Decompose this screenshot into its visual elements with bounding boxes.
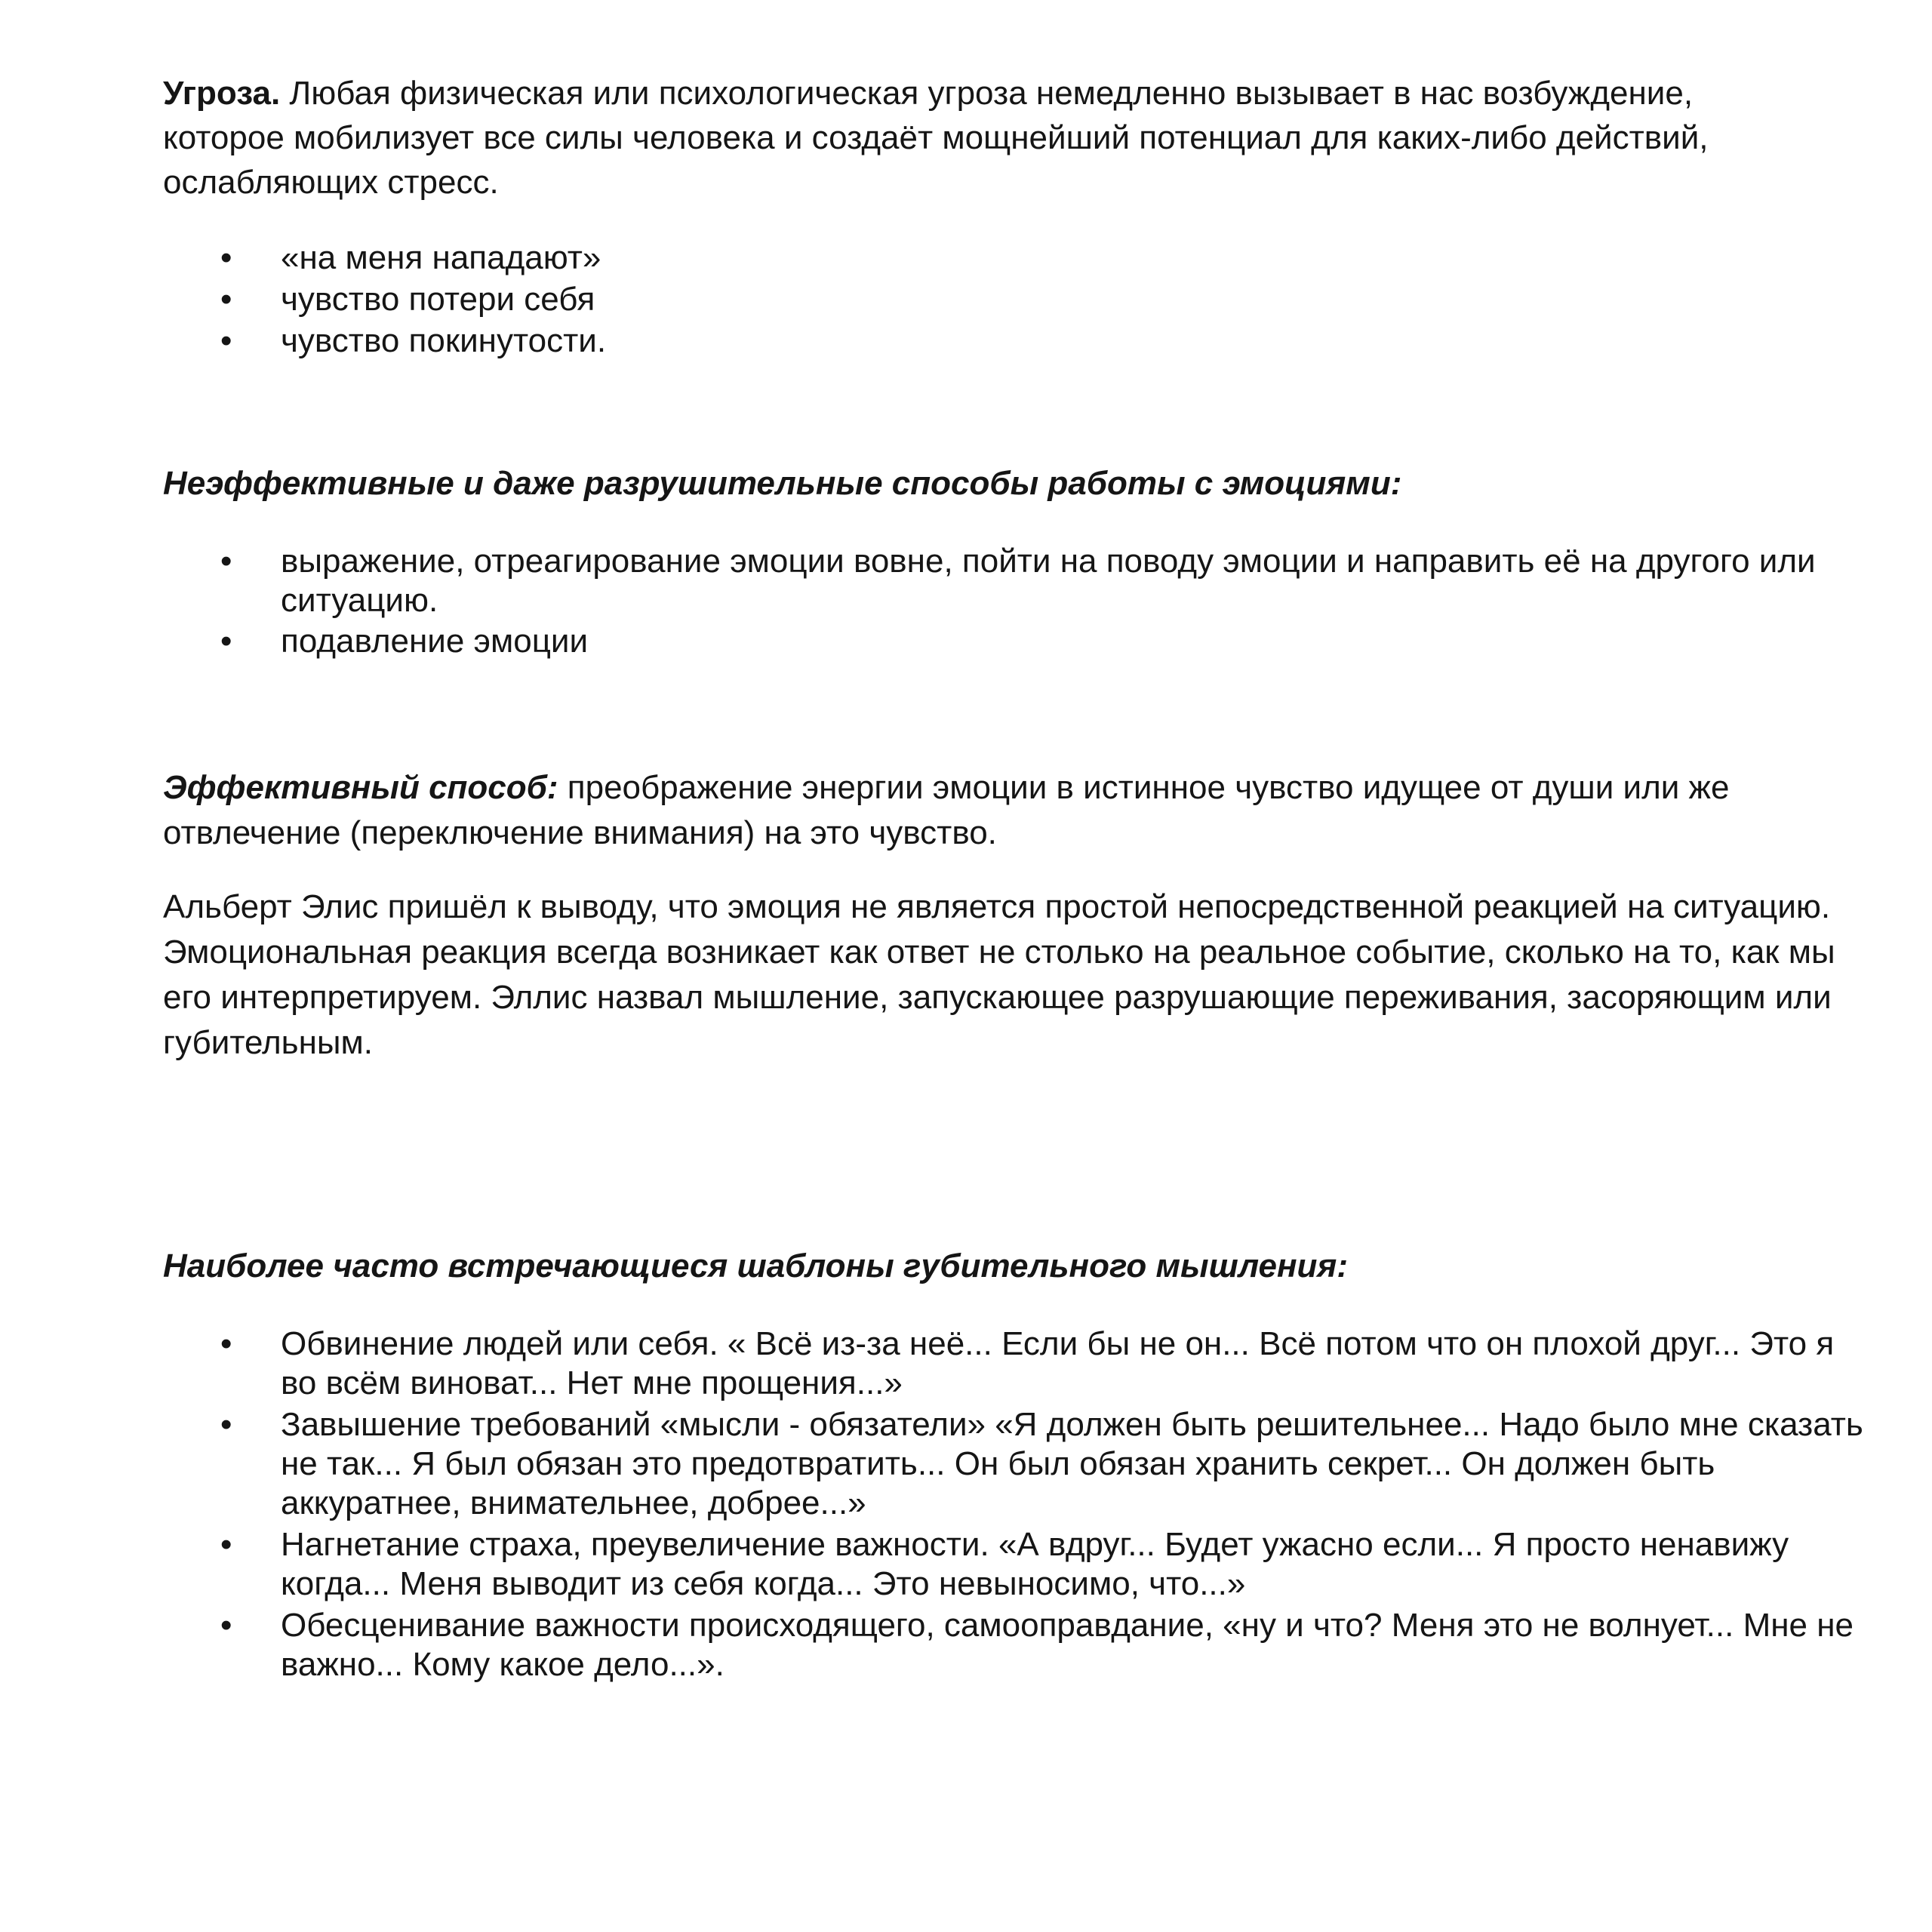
list-item: • Завышение требований «мысли - обязатели» «Я должен быть решительнее... Надо было мне сказать не так... Я был обязан это предотвратить... Он был обязан хранить секрет... Он должен быть аккуратнее, внимательнее, добрее...» [0,1405,1864,1523]
list-item: • чувство потери себя [0,279,1857,320]
threat-text: Любая физическая или психологическая угроза немедленно вызывает в нас возбуждение, которое мобилизует все силы человека и создаёт мощнейший потенциал для каких-либо действий, ослабляющих стресс. [163,75,1709,201]
effective-paragraph [163,765,1823,856]
list-item: • «на меня нападают» [0,238,1857,278]
effective-label: Эффективный способ: [163,769,558,806]
ineffective-list [0,542,1826,661]
patterns-heading: Наиболее часто встречающиеся шаблоны губительного мышления: [163,1247,1348,1284]
threat-paragraph [163,71,1770,205]
list-item: • чувство покинутости. [0,321,1857,361]
list-item: • Нагнетание страха, преувеличение важности. «А вдруг... Будет ужасно если... Я просто ненавижу когда... Меня выводит из себя когда... Это невыносимо, что...» [0,1525,1864,1604]
threat-label: Угроза. [163,75,281,112]
effective-text: преображение энергии эмоции в истинное чувство идущее от души или же отвлечение (переключение внимания) на это чувство. [163,769,1730,851]
threat-list [0,238,1857,361]
ellis-paragraph: Альберт Элис пришёл к выводу, что эмоция не является простой непосредственной реакцией на ситуацию. Эмоциональная реакция всегда возникает как ответ не столько на реальное событие, сколько на то, как мы его интерпретируем. Эллис назвал мышление, запускающее разрушающие переживания, засоряющим или губительным. [163,888,1835,1061]
ineffective-heading: Неэффективные и даже разрушительные способы работы с эмоциями: [163,465,1402,502]
patterns-list [0,1324,1864,1684]
list-item: • выражение, отреагирование эмоции вовне, пойти на поводу эмоции и направить её на другого или ситуацию. [0,542,1826,620]
list-item: • Обесценивание важности происходящего, самооправдание, «ну и что? Меня это не волнует... Мне не важно... Кому какое дело...». [0,1606,1864,1684]
list-item: • подавление эмоции [0,622,1826,661]
list-item: • Обвинение людей или себя. « Всё из-за неё... Если бы не он... Всё потом что он плохой друг... Это я во всём виноват... Нет мне прощения...» [0,1324,1864,1403]
